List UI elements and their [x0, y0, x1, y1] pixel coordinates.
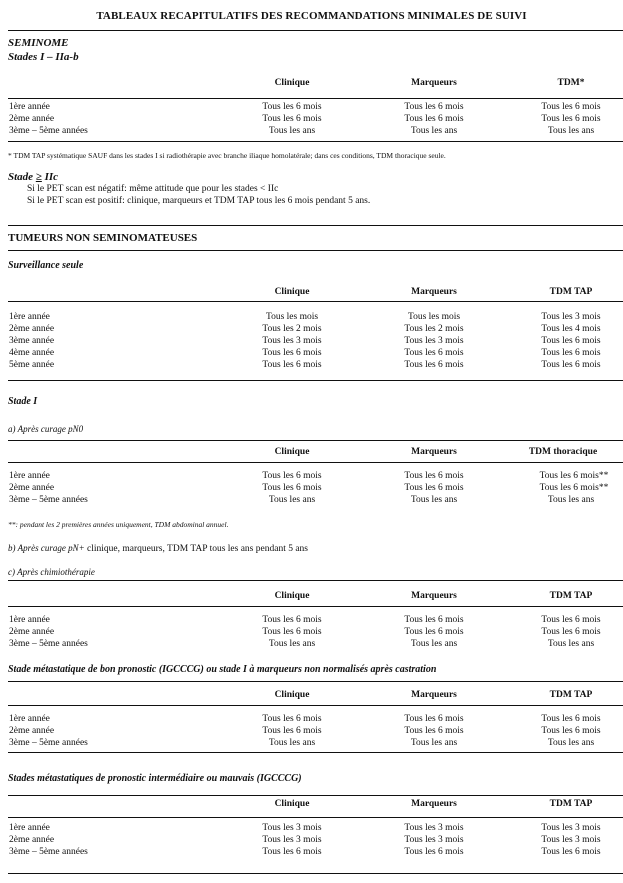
- divider: [8, 462, 623, 463]
- cell: Tous les 6 mois: [262, 114, 322, 124]
- sub-heading-poor-prognosis: Stades métastatiques de pronostic intermédiaire ou mauvais (IGCCCG): [8, 773, 302, 784]
- sub-heading-after-chemotherapy: c) Après chimiothérapie: [8, 567, 95, 577]
- cell: Tous les 6 mois**: [539, 471, 609, 481]
- cell: Tous les 3 mois: [262, 835, 322, 845]
- column-header: Clinique: [274, 447, 310, 457]
- cell: Tous les 6 mois: [404, 847, 464, 857]
- row-label: 5ème année: [9, 360, 55, 370]
- divider: [8, 98, 623, 99]
- column-header: Clinique: [274, 799, 310, 809]
- row-label: 3ème – 5ème années: [9, 639, 88, 649]
- table-row: [0, 126, 623, 138]
- cell: Tous les ans: [410, 639, 458, 649]
- pet-positive-line: Si le PET scan est positif: clinique, marqueurs et TDM TAP tous les 6 mois pendant 5 ans.: [27, 196, 371, 206]
- table-row: [0, 714, 623, 726]
- cell: Tous les 3 mois: [541, 835, 601, 845]
- cell: Tous les ans: [268, 738, 316, 748]
- cell: Tous les ans: [547, 639, 595, 649]
- row-label: 2ème année: [9, 114, 55, 124]
- row-label: 2ème année: [9, 483, 55, 493]
- cell: Tous les 6 mois: [262, 847, 322, 857]
- column-header: Marqueurs: [411, 287, 457, 297]
- cell: Tous les 6 mois: [541, 114, 601, 124]
- cell: Tous les 6 mois: [541, 360, 601, 370]
- column-header: TDM TAP: [549, 799, 593, 809]
- cell: Tous les 6 mois**: [539, 483, 609, 493]
- divider: [8, 580, 623, 581]
- sub-heading-after-curage-pn-plus: b) Après curage pN+: [8, 543, 85, 553]
- row-label: 3ème année: [9, 336, 55, 346]
- column-header: Marqueurs: [411, 447, 457, 457]
- after-curage-pn-plus-text: clinique, marqueurs, TDM TAP tous les ans pendant 5 ans: [84, 544, 308, 554]
- greater-equal-symbol: ≥: [35, 171, 42, 183]
- cell: Tous les 6 mois: [541, 348, 601, 358]
- cell: Tous les 6 mois: [404, 615, 464, 625]
- after-curage-pn-plus: [8, 543, 308, 554]
- cell: Tous les 6 mois: [541, 847, 601, 857]
- cell: Tous les ans: [547, 738, 595, 748]
- table-row: [0, 835, 623, 847]
- cell: Tous les 6 mois: [262, 483, 322, 493]
- cell: Tous les ans: [410, 738, 458, 748]
- sub-heading-stage-iic: [8, 171, 58, 183]
- cell: Tous les 6 mois: [404, 102, 464, 112]
- row-label: 1ère année: [9, 102, 50, 112]
- table-row: [0, 312, 623, 324]
- table-row: [0, 627, 623, 639]
- divider: [8, 705, 623, 706]
- column-header: Clinique: [274, 287, 310, 297]
- cell: Tous les ans: [268, 126, 316, 136]
- cell: Tous les ans: [268, 495, 316, 505]
- row-label: 1ère année: [9, 714, 50, 724]
- column-header: Clinique: [274, 591, 310, 601]
- cell: Tous les 6 mois: [262, 360, 322, 370]
- cell: Tous les 3 mois: [404, 823, 464, 833]
- row-label: 1ère année: [9, 615, 50, 625]
- row-label: 2ème année: [9, 324, 55, 334]
- cell: Tous les ans: [410, 495, 458, 505]
- table-row: [0, 336, 623, 348]
- page-title: TABLEAUX RECAPITULATIFS DES RECOMMANDATIONS MINIMALES DE SUIVI: [96, 10, 527, 22]
- cell: Tous les 2 mois: [262, 324, 322, 334]
- cell: Tous les 6 mois: [404, 360, 464, 370]
- cell: Tous les 6 mois: [262, 627, 322, 637]
- column-header: Marqueurs: [411, 78, 457, 88]
- table-row: [0, 360, 623, 372]
- cell: Tous les 6 mois: [541, 714, 601, 724]
- sub-heading-stages-i-iia-b: Stades I – IIa-b: [8, 51, 79, 63]
- cell: Tous les 6 mois: [404, 471, 464, 481]
- table-row: [0, 324, 623, 336]
- cell: Tous les 3 mois: [262, 336, 322, 346]
- cell: Tous les 2 mois: [404, 324, 464, 334]
- row-label: 3ème – 5ème années: [9, 126, 88, 136]
- cell: Tous les 6 mois: [404, 348, 464, 358]
- cell: Tous les 4 mois: [541, 324, 601, 334]
- row-label: 1ère année: [9, 312, 50, 322]
- table-row: [0, 114, 623, 126]
- table-row: [0, 823, 623, 835]
- sub-heading-surveillance: Surveillance seule: [8, 260, 84, 271]
- cell: Tous les 6 mois: [541, 627, 601, 637]
- divider: [8, 817, 623, 818]
- heading-prefix: Stade: [8, 171, 36, 183]
- divider: [8, 301, 623, 302]
- heading-suffix: IIc: [41, 171, 59, 183]
- cell: Tous les 6 mois: [404, 726, 464, 736]
- column-header: TDM thoracique: [528, 447, 598, 457]
- table-row: [0, 495, 623, 507]
- divider: [8, 30, 623, 31]
- cell: Tous les 6 mois: [541, 726, 601, 736]
- table-row: [0, 348, 623, 360]
- cell: Tous les mois: [265, 312, 319, 322]
- cell: Tous les 6 mois: [262, 471, 322, 481]
- cell: Tous les mois: [407, 312, 461, 322]
- cell: Tous les 3 mois: [404, 336, 464, 346]
- divider: [8, 440, 623, 441]
- divider: [8, 873, 623, 874]
- table-row: [0, 847, 623, 859]
- cell: Tous les 6 mois: [262, 726, 322, 736]
- cell: Tous les 6 mois: [262, 615, 322, 625]
- table-row: [0, 102, 623, 114]
- row-label: 2ème année: [9, 726, 55, 736]
- row-label: 1ère année: [9, 471, 50, 481]
- sub-heading-good-prognosis: Stade métastatique de bon pronostic (IGCCCG) ou stade I à marqueurs non normalisés après castration: [8, 664, 437, 675]
- cell: Tous les 6 mois: [541, 615, 601, 625]
- table-row: [0, 726, 623, 738]
- cell: Tous les 6 mois: [262, 348, 322, 358]
- divider: [8, 225, 623, 226]
- cell: Tous les 6 mois: [404, 627, 464, 637]
- column-header: Clinique: [274, 78, 310, 88]
- column-header: Clinique: [274, 690, 310, 700]
- section-heading-seminome: SEMINOME: [8, 37, 69, 49]
- footnote-tdm-abdominal: **: pendant les 2 premières années uniquement, TDM abdominal annuel.: [8, 520, 229, 529]
- column-header: TDM*: [557, 78, 585, 88]
- column-header: Marqueurs: [411, 690, 457, 700]
- cell: Tous les ans: [410, 126, 458, 136]
- row-label: 3ème – 5ème années: [9, 847, 88, 857]
- column-header: Marqueurs: [411, 591, 457, 601]
- cell: Tous les 6 mois: [404, 714, 464, 724]
- row-label: 1ère année: [9, 823, 50, 833]
- sub-heading-stage-i: Stade I: [8, 396, 38, 407]
- cell: Tous les ans: [547, 126, 595, 136]
- divider: [8, 141, 623, 142]
- column-header: TDM TAP: [549, 690, 593, 700]
- table-row: [0, 615, 623, 627]
- cell: Tous les ans: [268, 639, 316, 649]
- cell: Tous les 3 mois: [404, 835, 464, 845]
- column-header: TDM TAP: [549, 591, 593, 601]
- table-row: [0, 483, 623, 495]
- row-label: 4ème année: [9, 348, 55, 358]
- row-label: 2ème année: [9, 627, 55, 637]
- row-label: 3ème – 5ème années: [9, 738, 88, 748]
- table-row: [0, 639, 623, 651]
- row-label: 2ème année: [9, 835, 55, 845]
- sub-heading-after-curage-pn0: a) Après curage pN0: [8, 424, 84, 434]
- divider: [8, 795, 623, 796]
- column-header: Marqueurs: [411, 799, 457, 809]
- divider: [8, 681, 623, 682]
- cell: Tous les 6 mois: [541, 102, 601, 112]
- table-row: [0, 471, 623, 483]
- divider: [8, 250, 623, 251]
- row-label: 3ème – 5ème années: [9, 495, 88, 505]
- section-heading-non-seminoma: TUMEURS NON SEMINOMATEUSES: [8, 232, 198, 244]
- cell: Tous les 6 mois: [262, 102, 322, 112]
- divider: [8, 380, 623, 381]
- divider: [8, 752, 623, 753]
- cell: Tous les 3 mois: [541, 312, 601, 322]
- cell: Tous les 6 mois: [404, 483, 464, 493]
- cell: Tous les 6 mois: [262, 714, 322, 724]
- footnote-tdm: * TDM TAP systématique SAUF dans les stades I si radiothérapie avec branche iliaque homolatérale; dans ces conditions, TDM thoracique seule.: [8, 151, 446, 160]
- table-row: [0, 738, 623, 750]
- cell: Tous les 3 mois: [541, 823, 601, 833]
- cell: Tous les 3 mois: [262, 823, 322, 833]
- column-header: TDM TAP: [549, 287, 593, 297]
- cell: Tous les 6 mois: [404, 114, 464, 124]
- divider: [8, 606, 623, 607]
- cell: Tous les ans: [547, 495, 595, 505]
- cell: Tous les 6 mois: [541, 336, 601, 346]
- pet-negative-line: Si le PET scan est négatif: même attitude que pour les stades < IIc: [27, 184, 279, 194]
